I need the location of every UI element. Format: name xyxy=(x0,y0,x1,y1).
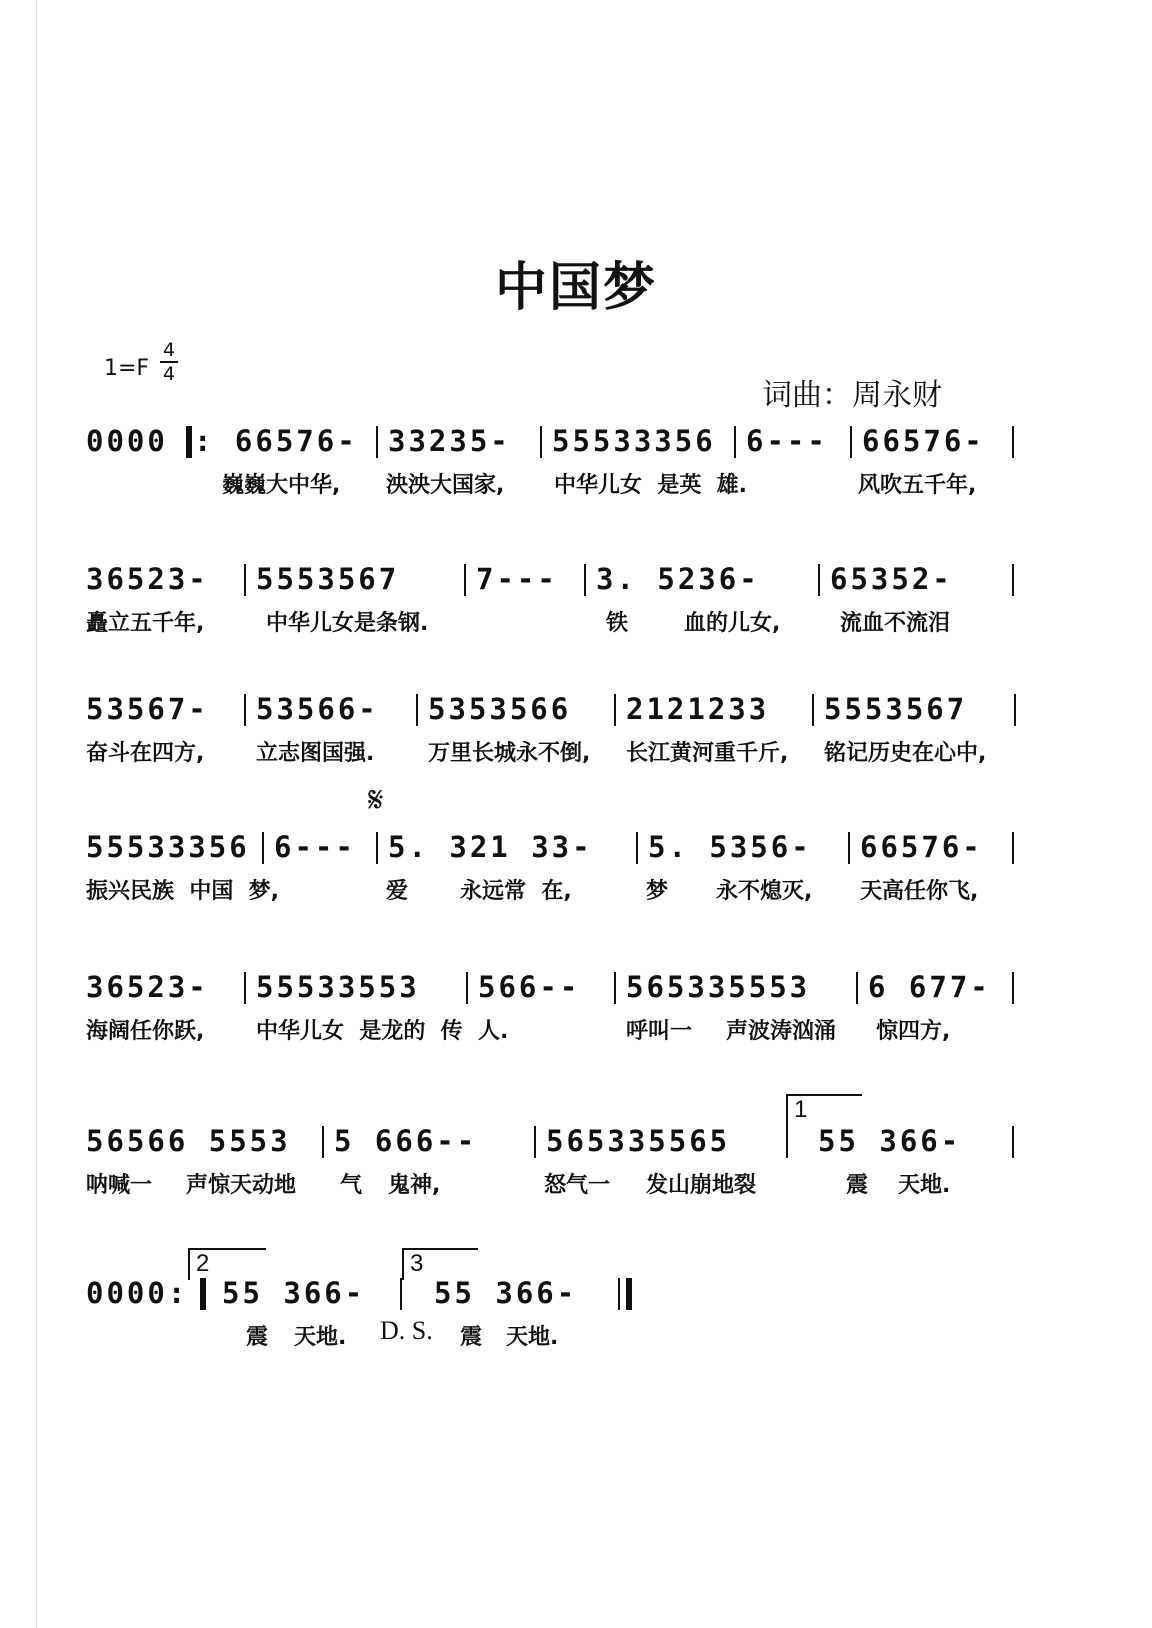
lyric: 声波涛汹涌 xyxy=(726,1019,837,1044)
key-signature: 1=F xyxy=(104,356,150,381)
composer-credit: 词曲：周永财 xyxy=(762,378,942,413)
measure: 6--- xyxy=(274,830,356,864)
lyric: 惊四方, xyxy=(876,1019,951,1044)
lyric: 梦 xyxy=(646,879,669,904)
measure: 5. 5356- xyxy=(648,830,812,864)
score-row-3 xyxy=(86,692,1072,776)
lyric: 海阔任你跃, xyxy=(86,1019,205,1044)
lyric: 泱泱大国家, xyxy=(386,473,505,498)
measure: 55533356 xyxy=(552,424,716,458)
measure: 33235- xyxy=(388,424,511,458)
time-signature xyxy=(160,340,178,384)
lyric: 铭记历史在心中, xyxy=(824,741,987,766)
score-row-4 xyxy=(86,830,1072,914)
score-row-1 xyxy=(86,424,1072,508)
measure: 5. 321 33- xyxy=(388,830,593,864)
score-row-2 xyxy=(86,562,1072,646)
lyric: 气 xyxy=(340,1173,363,1198)
measure: 36523- xyxy=(86,970,209,1004)
lyric: 发山崩地裂 xyxy=(646,1173,757,1198)
time-signature-top: 4 xyxy=(162,339,176,361)
measure: 565335553 xyxy=(626,970,811,1004)
measure: 55 366- xyxy=(818,1124,962,1158)
measure: 55533553 xyxy=(256,970,420,1004)
lyric: 呐喊一 xyxy=(86,1173,153,1198)
lyric: 长江黄河重千斤, xyxy=(626,741,789,766)
lyric: 中华儿女是条钢. xyxy=(266,611,429,636)
score-row-5 xyxy=(86,970,1072,1054)
lyric: 声惊天动地 xyxy=(186,1173,297,1198)
measure: 55 366- xyxy=(434,1276,578,1310)
measure: 65352- xyxy=(830,562,953,596)
measure: 2121233 xyxy=(626,692,770,726)
lyric: 血的儿女, xyxy=(684,611,781,636)
lyric: 天地. xyxy=(294,1325,347,1350)
lyric: 天高任你飞, xyxy=(860,879,979,904)
measure: 5553567 xyxy=(824,692,968,726)
lyric: 震 xyxy=(460,1325,483,1350)
song-title: 中国梦 xyxy=(494,258,657,318)
lyric: 永不熄灭, xyxy=(716,879,813,904)
measure: 53566- xyxy=(256,692,379,726)
measure: 7--- xyxy=(476,562,558,596)
time-signature-bottom: 4 xyxy=(162,363,176,385)
lyric: 永远常 在, xyxy=(460,879,572,904)
measure: 36523- xyxy=(86,562,209,596)
lyric: 矗立五千年, xyxy=(86,611,205,636)
volta-bracket-3: 3 xyxy=(402,1248,478,1280)
lyric: 天地. xyxy=(506,1325,559,1350)
measure: 3. 5236- xyxy=(596,562,760,596)
lyric: 中华儿女 是龙的 传 人. xyxy=(256,1019,509,1044)
measure: 66576- xyxy=(860,830,983,864)
lyric: 铁 xyxy=(606,611,629,636)
lyric: 震 xyxy=(846,1173,869,1198)
measure: 5353566 xyxy=(428,692,572,726)
lyric: 中华儿女 是英 雄. xyxy=(554,473,747,498)
score-row-6 xyxy=(86,1124,1072,1208)
measure: 0000: xyxy=(86,1276,189,1310)
measure: 55533356 xyxy=(86,830,250,864)
measure: 566-- xyxy=(478,970,581,1004)
measure: 53567- xyxy=(86,692,209,726)
volta-bracket-2: 2 xyxy=(188,1248,266,1280)
dal-segno-marking: D. S. xyxy=(380,1316,433,1345)
lyric: 立志图国强. xyxy=(256,741,375,766)
measure: 55 366- xyxy=(222,1276,366,1310)
measure: 565335565 xyxy=(546,1124,731,1158)
segno-sign: 𝄋 xyxy=(368,780,384,821)
measure: 6--- xyxy=(746,424,828,458)
lyric: 巍巍大中华, xyxy=(222,473,341,498)
measure: 0000 xyxy=(86,424,168,458)
lyric: 振兴民族 中国 梦, xyxy=(86,879,279,904)
measure: 66576- xyxy=(862,424,985,458)
measure: 56566 5553 xyxy=(86,1124,291,1158)
lyric: 爱 xyxy=(386,879,409,904)
lyric: 风吹五千年, xyxy=(858,473,977,498)
measure: 5 666-- xyxy=(334,1124,478,1158)
lyric: 天地. xyxy=(898,1173,951,1198)
lyric: 怒气一 xyxy=(544,1173,611,1198)
lyric: 呼叫一 xyxy=(626,1019,693,1044)
score-row-7 xyxy=(86,1276,1072,1360)
lyric: 流血不流泪 xyxy=(840,611,951,636)
lyric: 震 xyxy=(246,1325,269,1350)
lyric: 奋斗在四方, xyxy=(86,741,205,766)
measure: : 66576- xyxy=(194,424,358,458)
lyric: 鬼神, xyxy=(388,1173,441,1198)
lyric: 万里长城永不倒, xyxy=(428,741,591,766)
measure: 5553567 xyxy=(256,562,400,596)
volta-bracket-1: 1 xyxy=(786,1094,862,1126)
measure: 6 677- xyxy=(868,970,991,1004)
